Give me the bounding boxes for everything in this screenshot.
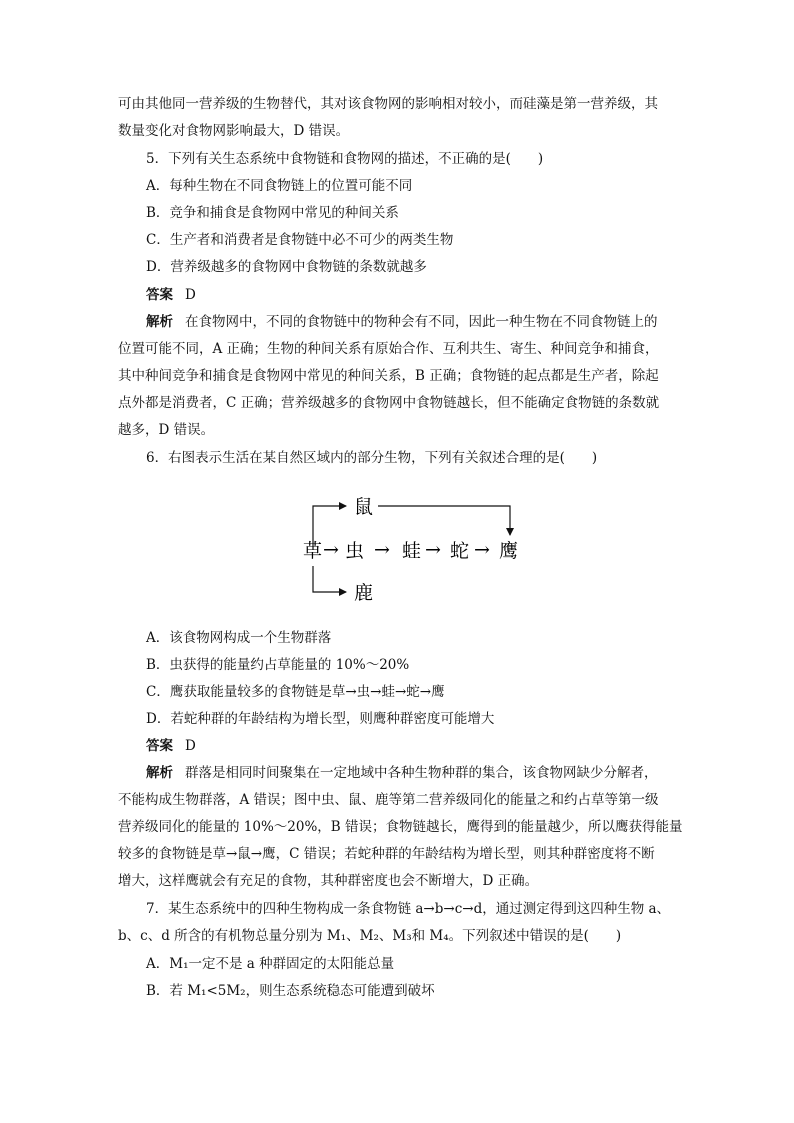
- q6-answer: [146, 737, 196, 755]
- node-frog: 蛙: [402, 540, 422, 562]
- node-mouse: 鼠: [354, 496, 374, 518]
- q6-analysis-line: [146, 764, 658, 782]
- analysis-text: 在食物网中，不同的食物链中的物种会有不同，因此一种生物在不同食物链上的: [185, 314, 658, 330]
- answer-value: D: [185, 287, 196, 303]
- question-5-stem: 5．下列有关生态系统中食物链和食物网的描述，不正确的是( ): [146, 151, 544, 167]
- node-deer: 鹿: [354, 582, 374, 604]
- q6-analysis-line: 不能构成生物群落，A 错误；图中虫、鼠、鹿等第二营养级同化的能量之和约占草等第一级: [118, 792, 659, 808]
- node-insect: 虫: [345, 540, 365, 562]
- chain-arrow: →: [374, 539, 390, 561]
- q6-option-b: B．虫获得的能量约占草能量的 10%～20%: [146, 657, 410, 673]
- q5-option-c: C．生产者和消费者是食物链中必不可少的两类生物: [146, 232, 454, 248]
- answer-value: D: [185, 738, 196, 754]
- q5-option-d: D．营养级越多的食物网中食物链的条数就越多: [146, 259, 427, 275]
- q5-option-a: A．每种生物在不同食物链上的位置可能不同: [146, 178, 413, 194]
- question-7-stem: 7．某生态系统中的四种生物构成一条食物链 a→b→c→d，通过测定得到这四种生物 a、: [146, 901, 671, 917]
- question-6-stem: 6．右图表示生活在某自然区域内的部分生物，下列有关叙述合理的是( ): [146, 450, 598, 466]
- q7-option-a: A．M₁一定不是 a 种群固定的太阳能总量: [146, 956, 395, 972]
- arrow-grass-to-mouse: [313, 506, 346, 550]
- q5-analysis-line: 点外都是消费者，C 正确；营养级越多的食物网中食物链越长，但不能确定食物链的条数就: [118, 395, 660, 411]
- answer-label: 答案: [146, 738, 173, 754]
- chain-arrow: →: [323, 539, 339, 561]
- analysis-label: 解析: [146, 765, 173, 781]
- q5-analysis-line: 位置可能不同，A 正确；生物的种间关系有原始合作、互利共生、寄生、种间竞争和捕食，: [118, 341, 659, 357]
- answer-label: 答案: [146, 287, 173, 303]
- text-line: 可由其他同一营养级的生物替代，其对该食物网的影响相对较小，而硅藻是第一营养级，其: [118, 96, 658, 112]
- question-7-stem: b、c、d 所含的有机物总量分别为 M₁、M₂、M₃和 M₄。下列叙述中错误的是( ): [118, 928, 622, 944]
- node-hawk: 鹰: [499, 540, 519, 562]
- q5-option-b: B．竞争和捕食是食物网中常见的种间关系: [146, 205, 399, 221]
- node-snake: 蛇: [450, 540, 470, 562]
- arrow-grass-to-deer: [313, 566, 346, 592]
- q5-analysis-line: 其中种间竞争和捕食是食物网中常见的种间关系，B 正确；食物链的起点都是生产者，除起: [118, 368, 659, 384]
- node-grass: 草: [303, 540, 323, 562]
- q6-analysis-line: 增大，这样鹰就会有充足的食物，其种群密度也会不断增大，D 正确。: [118, 873, 539, 889]
- chain-arrow: →: [425, 539, 441, 561]
- chain-arrow: →: [474, 539, 490, 561]
- text-line: 数量变化对食物网影响最大，D 错误。: [118, 123, 350, 139]
- arrow-mouse-to-hawk: [378, 506, 510, 535]
- q5-answer: [146, 286, 196, 304]
- q5-analysis-line: 越多，D 错误。: [118, 422, 215, 438]
- q6-option-a: A．该食物网构成一个生物群落: [146, 630, 332, 646]
- q5-analysis-line: [146, 313, 658, 331]
- q6-option-c: C．鹰获取能量较多的食物链是草→虫→蛙→蛇→鹰: [146, 684, 445, 700]
- analysis-text: 群落是相同时间聚集在一定地域中各种生物种群的集合，该食物网缺少分解者，: [185, 765, 658, 781]
- q6-option-d: D．若蛇种群的年龄结构为增长型，则鹰种群密度可能增大: [146, 711, 495, 727]
- q6-analysis-line: 营养级同化的能量的 10%～20%，B 错误；食物链越长，鹰得到的能量越少，所以鹰获得能量: [118, 819, 683, 835]
- q6-analysis-line: 较多的食物链是草→鼠→鹰，C 错误；若蛇种群的年龄结构为增长型，则其种群密度将不断: [118, 846, 655, 862]
- analysis-label: 解析: [146, 314, 173, 330]
- q7-option-b: B．若 M₁<5M₂，则生态系统稳态可能遭到破坏: [146, 983, 435, 999]
